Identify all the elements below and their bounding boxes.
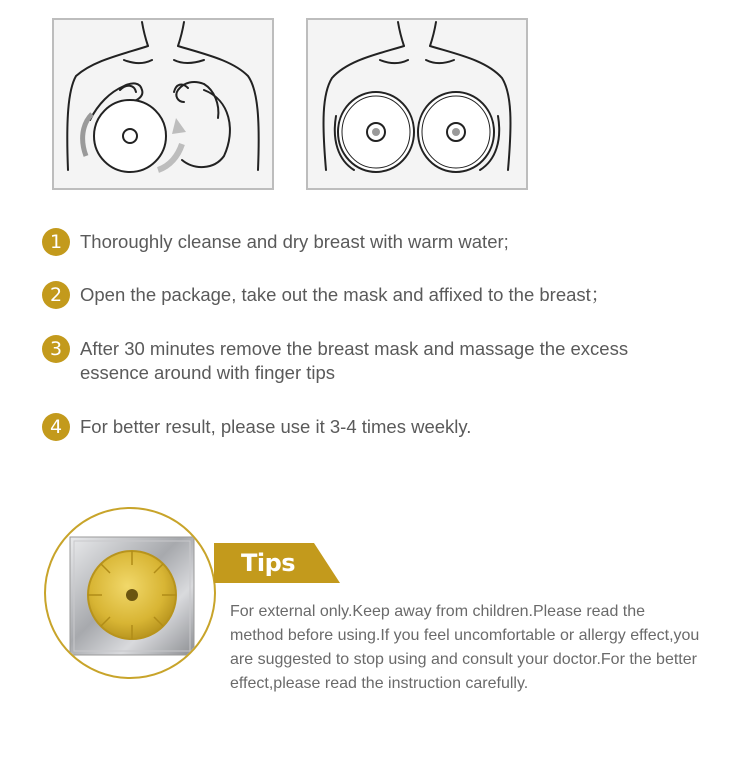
tips-banner [214,543,340,583]
step-text: After 30 minutes remove the breast mask and massage the excess essence around with finger tips [80,338,629,383]
step-number-badge: 2 [42,281,70,309]
product-package-image [44,507,216,679]
step-text: Open the package, take out the mask and affixed to the breast； [80,284,610,305]
illustration-apply-mask [52,18,274,190]
step-number-badge: 1 [42,228,70,256]
apply-mask-drawing [54,20,272,188]
step-item-1 [42,230,702,256]
illustration-masks-applied [306,18,528,190]
step-item-2 [42,283,702,309]
step-item-3 [42,337,702,385]
tips-description: For external only.Keep away from children.Please read the method before using.If you feel uncomfortable or allergy effect,you are suggested to stop using and consult your doctor.For the better effect,please read the instruction carefully. [230,603,700,692]
tips-heading: Tips [240,549,296,577]
gold-mask-package-icon [46,509,214,677]
masks-applied-drawing [308,20,526,188]
step-text: Thoroughly cleanse and dry breast with warm water; [80,231,509,252]
step-number-badge: 4 [42,413,70,441]
step-text: For better result, please use it 3-4 times weekly. [80,416,472,437]
step-item-4 [42,415,702,441]
step-number-badge: 3 [42,335,70,363]
